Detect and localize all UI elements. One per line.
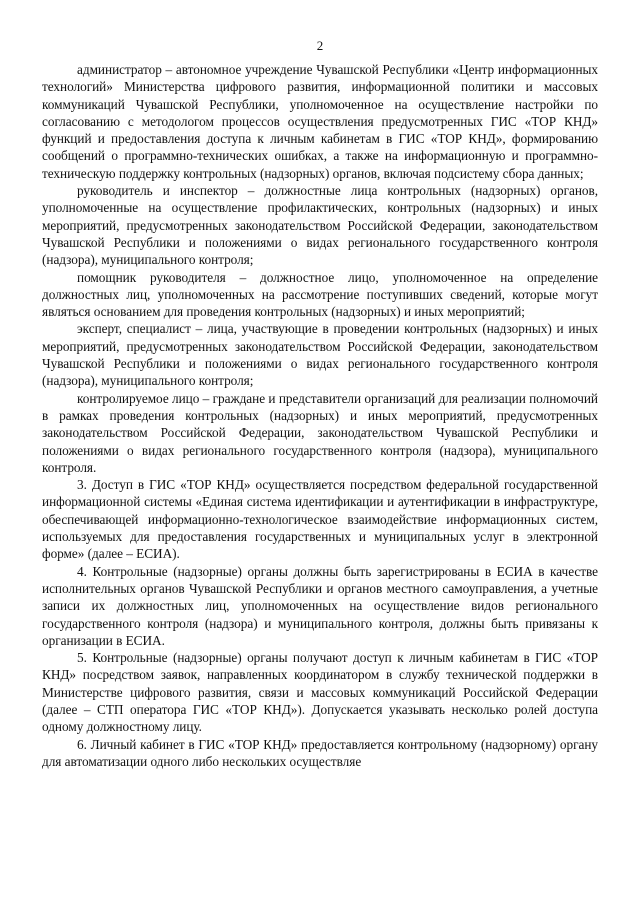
- paragraph-item-3: 3. Доступ в ГИС «ТОР КНД» осуществляется посредством федеральной государственной информационной системы «Единая система идентификации и аутентификации в инфраструктуре, обеспечивающей информационно-технологическое взаимодействие информационных систем, используемых для предоставления государственных и муниципальных услуг в электронной форме» (далее – ЕСИА).: [42, 477, 598, 562]
- paragraph-manager-inspector-definition: руководитель и инспектор – должностные лица контрольных (надзорных) органов, уполномоченные на осуществление профилактических, контрольных (надзорных) и иных мероприятий, предусмотренных законодательством Российской Федерации, законодательством Чувашской Республики и положениями о видах регионального государственного контроля (надзора), муниципального контроля;: [42, 183, 598, 268]
- paragraph-assistant-definition: помощник руководителя – должностное лицо, уполномоченное на определение должностных лиц, уполномоченных на рассмотрение поступивших сведений, которые могут являться основанием для проведения контрольных (надзорных) и иных мероприятий;: [42, 269, 598, 320]
- paragraph-expert-definition: эксперт, специалист – лица, участвующие в проведении контрольных (надзорных) и иных мероприятий, предусмотренных законодательством Российской Федерации, законодательством Чувашской Республики и положениями о видах регионального государственного контроля (надзора), муниципального контроля;: [42, 321, 598, 389]
- paragraph-item-5: 5. Контрольные (надзорные) органы получают доступ к личным кабинетам в ГИС «ТОР КНД» посредством заявок, направленных координатором в службу технической поддержки в Министерстве цифрового развития, связи и массовых коммуникаций Российской Федерации (далее – СТП оператора ГИС «ТОР КНД»). Допускается указывать несколько ролей доступа одному должностному лицу.: [42, 650, 598, 735]
- paragraph-controlled-person-definition: контролируемое лицо – граждане и представители организаций для реализации полномочий в рамках проведения контрольных (надзорных) и иных мероприятий, предусмотренных законодательством Российской Федерации, законодательством Чувашской Республики и положениями о видах регионального государственного контроля (надзора), муниципального контроля.: [42, 390, 598, 475]
- page-number: 2: [316, 38, 324, 53]
- document-body: [42, 61, 598, 770]
- paragraph-item-6: 6. Личный кабинет в ГИС «ТОР КНД» предоставляется контрольному (надзорному) органу для автоматизации одного либо нескольких осуществляе: [42, 736, 598, 769]
- paragraph-administrator-definition: администратор – автономное учреждение Чувашской Республики «Центр информационных технологий» Министерства цифрового развития, информационной политики и массовых коммуникаций Чувашской Республики, уполномоченное на осуществление настройки по согласованию с методологом процессов осуществления предусмотренных ГИС «ТОР КНД» функций и предоставления доступа к личным кабинетам в ГИС «ТОР КНД», формированию сообщений о программно-технических ошибках, а также на информационную и программно-техническую поддержку контрольных (надзорных) органов, включая подсистему сбора данных;: [42, 62, 598, 181]
- paragraph-item-4: 4. Контрольные (надзорные) органы должны быть зарегистрированы в ЕСИА в качестве исполнительных органов Чувашской Республики и органов местного самоуправления, а учетные записи их должностных лиц, уполномоченных на осуществление видов регионального государственного контроля (надзора) и муниципального контроля, должны быть привязаны к организации в ЕСИА.: [42, 563, 598, 648]
